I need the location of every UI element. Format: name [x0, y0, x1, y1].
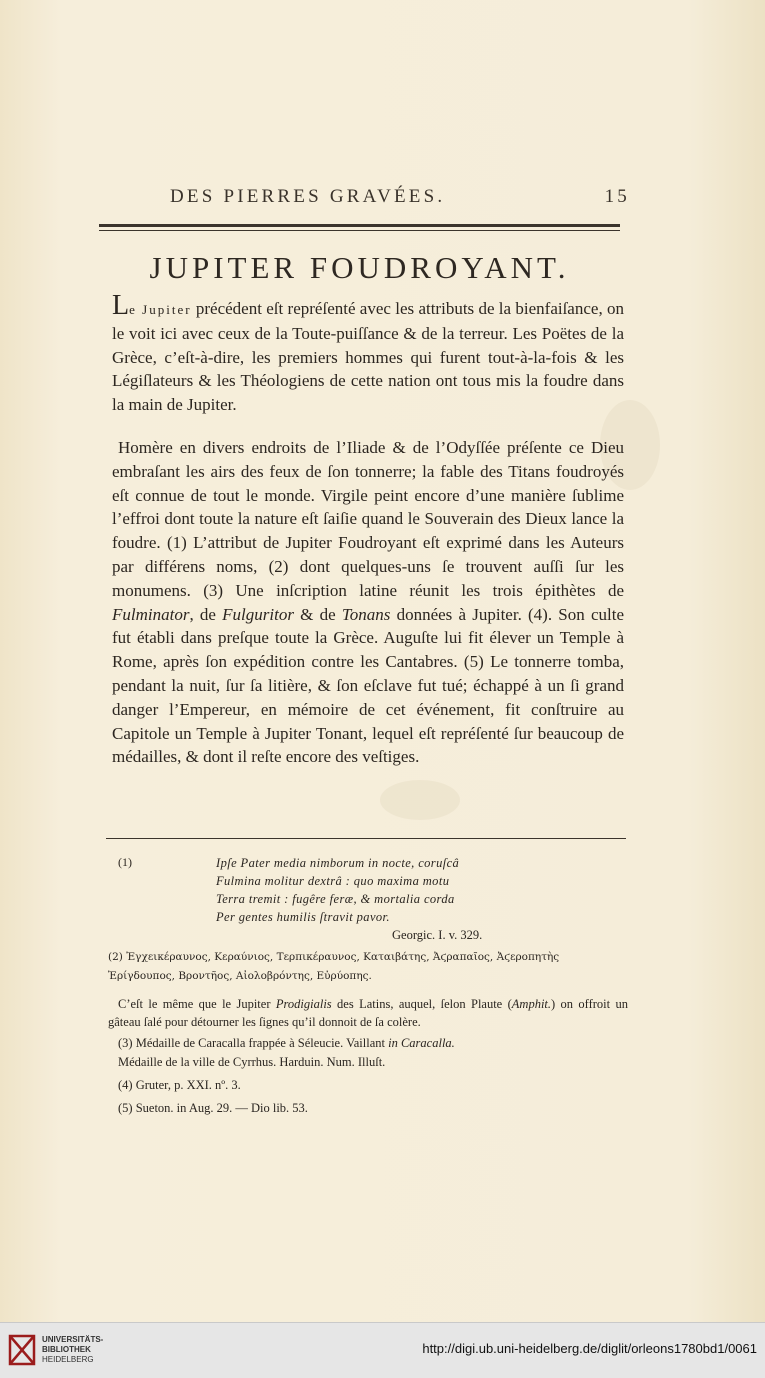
italic-term: Tonans	[341, 604, 391, 624]
footnote-1-verse	[216, 854, 459, 926]
italic-term: in Caracalla.	[388, 1036, 455, 1050]
drop-cap: L	[112, 290, 130, 321]
footnote-1-number: (1)	[118, 855, 132, 869]
small-caps-lead: e Jupiter	[129, 302, 192, 317]
paragraph-2-text: & de	[293, 604, 342, 624]
italic-term: Prodigialis	[275, 997, 332, 1011]
paper-stain	[380, 780, 460, 820]
italic-term: Fulminator	[112, 604, 190, 624]
footnote-4: (4) Gruter, p. XXI. nº. 3.	[118, 1078, 241, 1092]
footnote-2-number: (2)	[108, 951, 123, 963]
logo-line: BIBLIOTHEK	[42, 1345, 91, 1354]
verse-line: Terra tremit : fugêre feræ, & mortalia corda	[216, 892, 455, 906]
verse-source: Georgic. I. v. 329.	[392, 928, 483, 942]
note-text: ) on offroit un gâteau ſalé pour détourner les ſignes qu’il donnoit de ſa colère.	[108, 997, 628, 1029]
footnote-rule	[106, 838, 626, 839]
header-rule-thin	[99, 230, 620, 231]
footnote-5: (5) Sueton. in Aug. 29. — Dio lib. 53.	[118, 1101, 308, 1115]
greek-epithets: Ἐγχεικέραυνος, Κεραύνιος, Τερπικέραυνος, Καταιβάτης, Ἀϛραπαῖος, Ἀϛεροπητὴς Ἐρίγδουπος, Βροντῆος, Αἰολοβρόντης, Εὐρύοπης.	[108, 951, 560, 982]
logo-line: HEIDELBERG	[42, 1355, 94, 1364]
paragraph-2-text: Homère en divers endroits de l’Iliade & de l’Odyſſée préſente ce Dieu embraſant les airs des feux de ſon tonnerre; la fable des Titans foudroyés eſt connue de tout le monde. Virgile peint encore d’une manière ſublime l’effroi dont toute la nature eſt ſaiſie quand le Souverain des Dieux lance la foudre. (1) L’attribut de Jupiter Foudroyant eſt exprimé dans les Auteurs par différens noms, (2) dont quelques-uns ſe trouvent auſſi ſur les monumens. (3) Une inſcription latine réunit les trois épithètes de	[112, 438, 624, 600]
footnote-2	[108, 948, 628, 986]
note-text: (3) Médaille de Caracalla frappée à Séleucie. Vaillant	[118, 1036, 389, 1050]
italic-term: Amphit.	[511, 997, 552, 1011]
library-logo-icon	[8, 1332, 36, 1368]
header-rule	[99, 224, 620, 227]
footnote-2-continuation	[108, 995, 628, 1031]
paragraph-2	[112, 436, 624, 769]
paragraph-1-text: précédent eſt repréſenté avec les attributs de la bienfaiſance, on le voit ici avec ceux de la Toute-puiſſance & de la terreur. Les Poëtes de la Grèce, c’eſt-à-dire, les premiers hommes qui furent tout-à-la-fois & les Légiſlateurs & les Théologiens de cette nation ont tous mis la foudre dans la main de Jupiter.	[112, 299, 624, 415]
logo-line: UNIVERSITÄTS-	[42, 1335, 104, 1344]
library-logo-text	[42, 1335, 103, 1365]
verse-line: Fulmina molitur dextrâ : quo maxima motu	[216, 874, 450, 888]
footnote-3-line-1	[118, 1036, 455, 1051]
verse-line: Per gentes humilis ſtravit pavor.	[216, 910, 390, 924]
footnote-3-line-2: Médaille de la ville de Cyrrhus. Harduin. Num. Illuſt.	[118, 1055, 386, 1069]
verse-line: Ipſe Pater media nimborum in nocte, coruſcâ	[216, 856, 460, 870]
paragraph-1	[112, 290, 624, 417]
note-text: C’eſt le même que le Jupiter	[118, 997, 276, 1011]
page-number: 15	[604, 186, 630, 207]
paragraph-2-text: données à Jupiter. (4). Son culte fut établi dans preſque toute la Grèce. Auguſte lui fit élever un Temple à Rome, après ſon expédition contre les Cantabres. (5) Le tonnerre tomba, pendant la nuit, ſur ſa litière, & ſon eſclave fut tué; échappé à un ſi grand danger l’Empereur, en mémoire de cet événement, fit conſtruire au Capitole un Temple à Jupiter Tonant, lequel eſt repréſenté ſur beaucoup de médailles, & dont il reſte encore des veſtiges.	[112, 604, 624, 767]
viewer-footer	[0, 1322, 765, 1378]
page-heading: JUPITER FOUDROYANT.	[149, 250, 570, 285]
note-text: des Latins, auquel, ſelon Plaute (	[331, 997, 512, 1011]
running-head-title: DES PIERRES GRAVÉES.	[170, 186, 446, 207]
source-url[interactable]: http://digi.ub.uni-heidelberg.de/diglit/orleons1780bd1/0061	[422, 1341, 757, 1356]
paragraph-2-text: , de	[189, 604, 223, 624]
italic-term: Fulguritor	[222, 604, 294, 624]
